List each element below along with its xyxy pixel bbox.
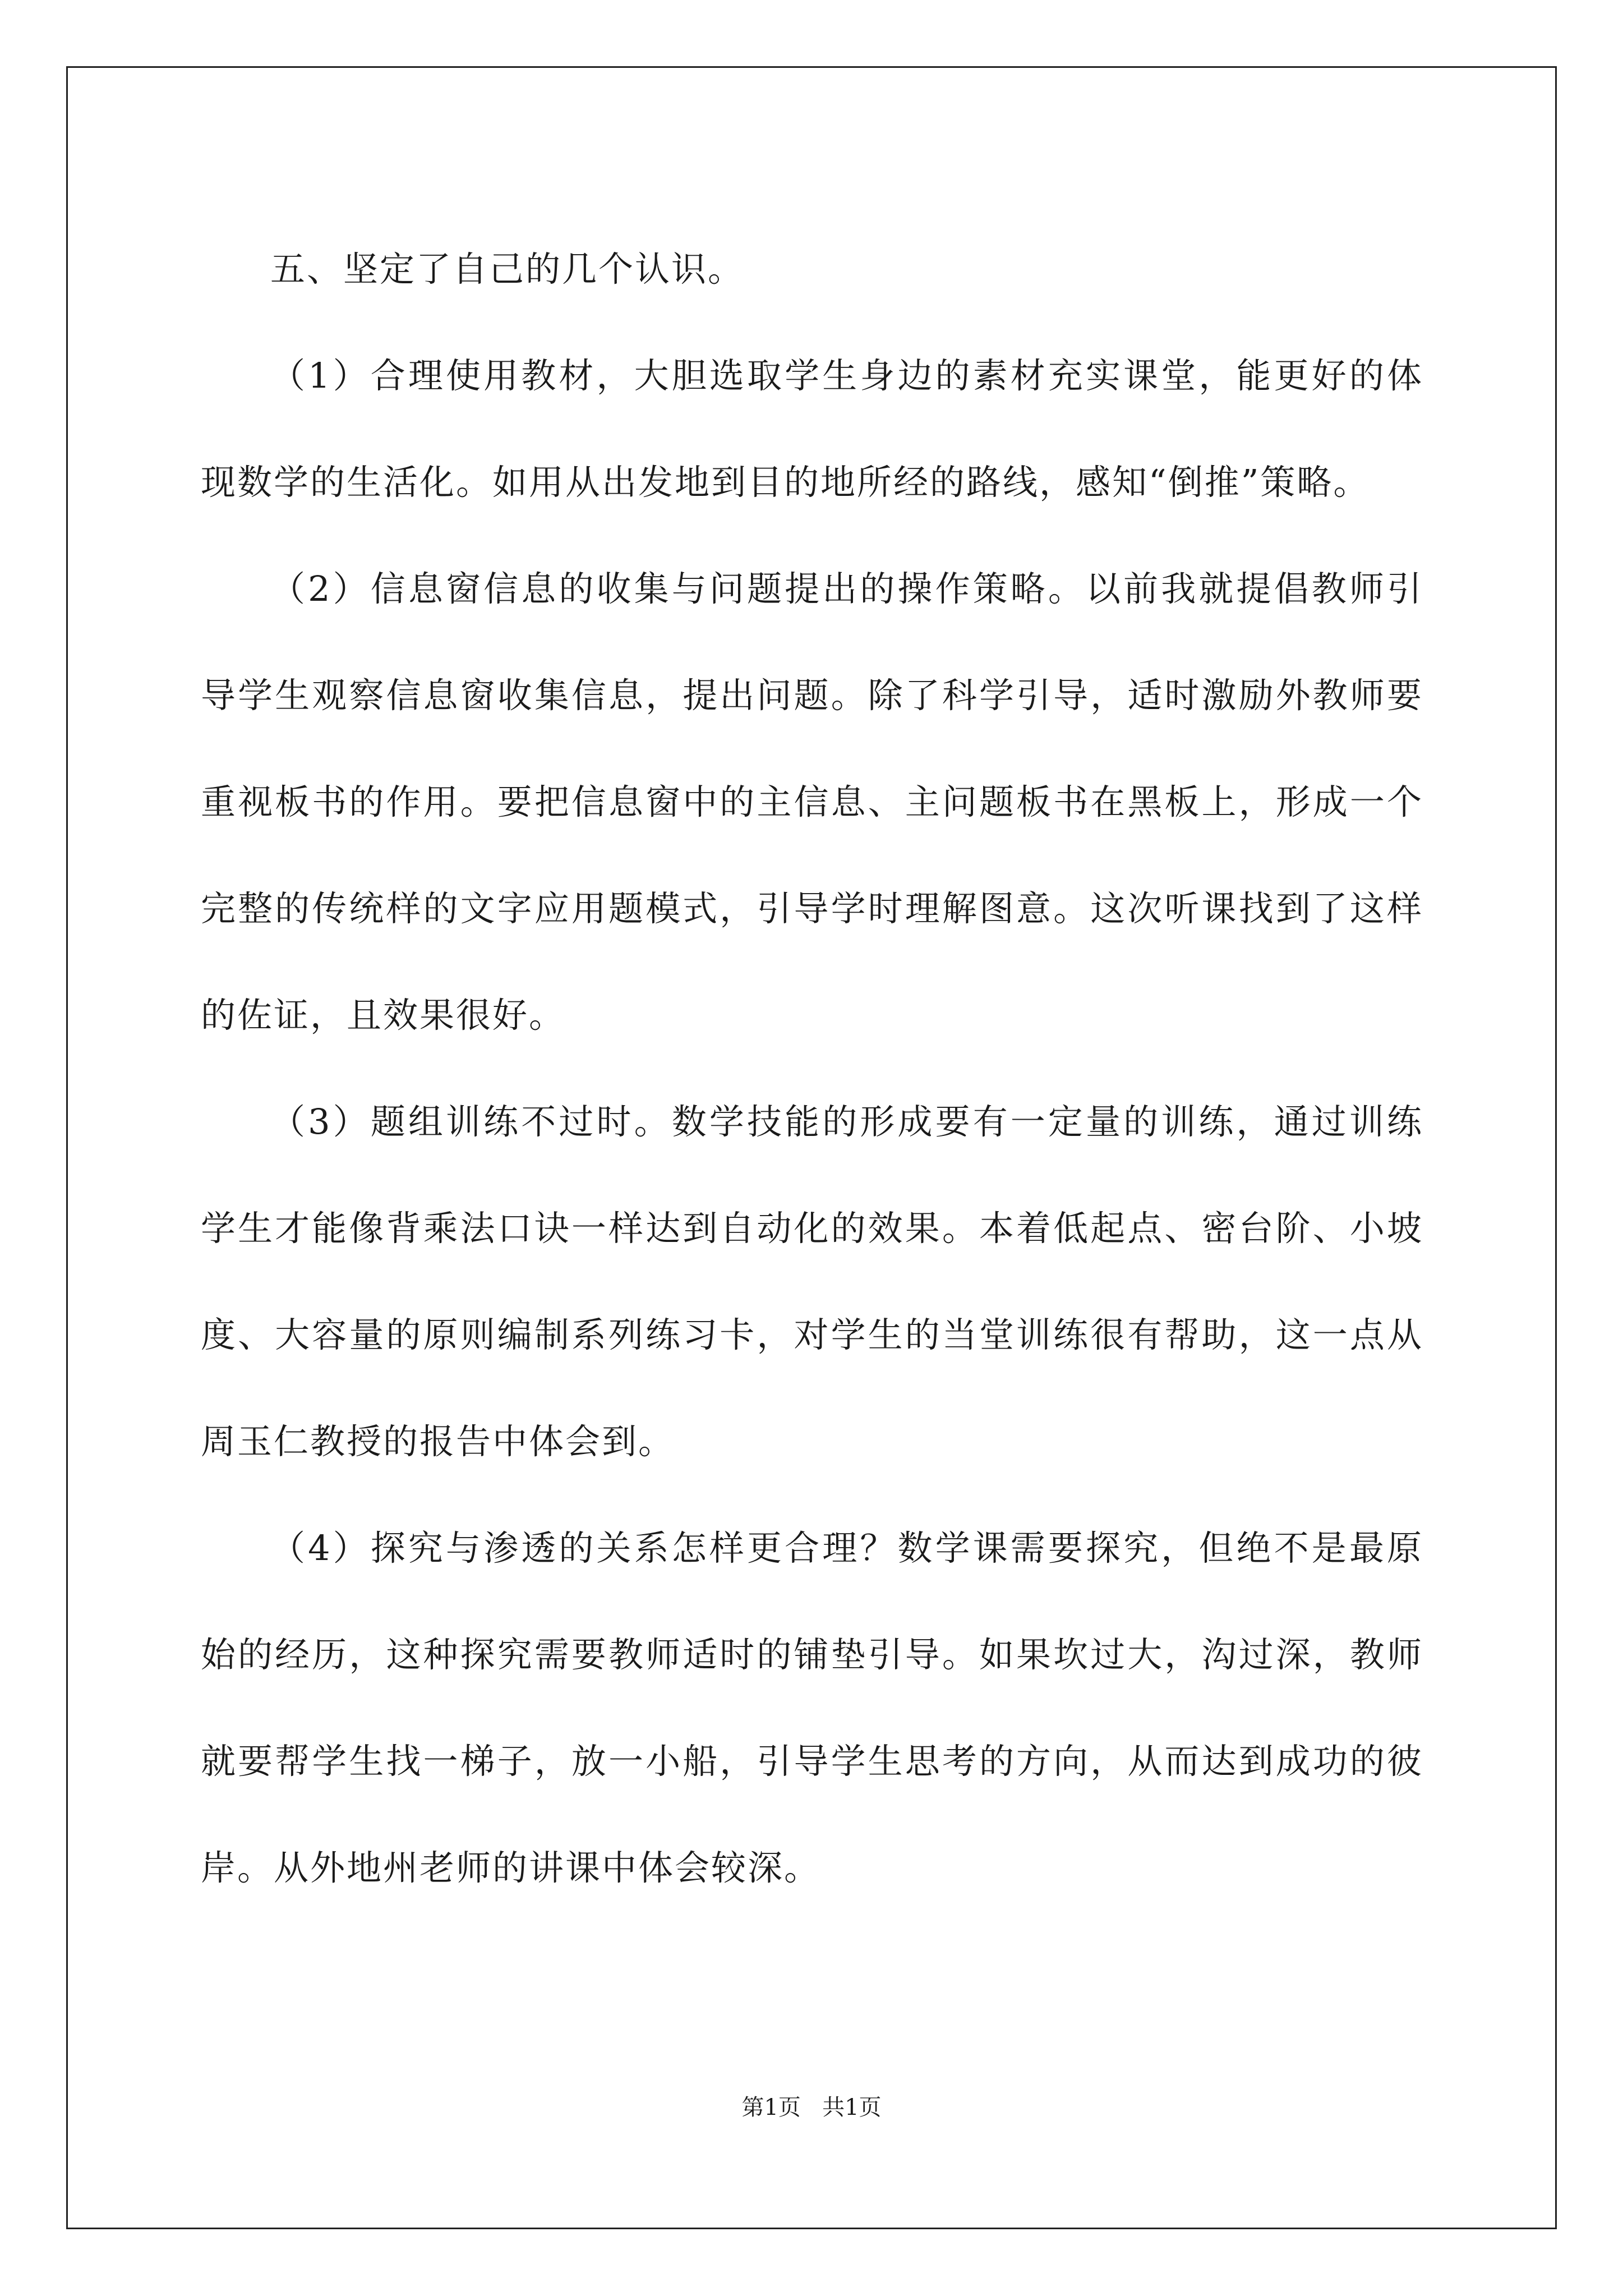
paragraph-4: （4）探究与渗透的关系怎样更合理？数学课需要探究，但绝不是最原始的经历，这种探究需要教师适时的铺垫引导。如果坎过大，沟过深，教师就要帮学生找一梯子，放一小船，引导学生思考的方向，从而达到成功的彼岸。从外地州老师的讲课中体会较深。 [201, 1527, 1423, 1888]
page-number: 第1页 [741, 2095, 801, 2120]
page-footer [0, 2090, 1623, 2122]
paragraph-2: （2）信息窗信息的收集与问题提出的操作策略。以前我就提倡教师引导学生观察信息窗收集信息，提出问题。除了科学引导，适时激励外教师要重视板书的作用。要把信息窗中的主信息、主问题板书在黑板上，形成一个完整的传统样的文字应用题模式，引导学时理解图意。这次听课找到了这样的佐证，且效果很好。 [201, 568, 1423, 1036]
page-total: 共1页 [822, 2095, 882, 2120]
paragraph-heading: 五、坚定了自己的几个认识。 [270, 249, 745, 289]
paragraph-3: （3）题组训练不过时。数学技能的形成要有一定量的训练，通过训练学生才能像背乘法口诀一样达到自动化的效果。本着低起点、密台阶、小坡度、大容量的原则编制系列练习卡，对学生的当堂训练很有帮助，这一点从周玉仁教授的报告中体会到。 [201, 1101, 1423, 1462]
paragraph-1: （1）合理使用教材，大胆选取学生身边的素材充实课堂，能更好的体现数学的生活化。如用从出发地到目的地所经的路线，感知“倒推”策略。 [201, 355, 1423, 503]
document-body [201, 216, 1423, 1921]
